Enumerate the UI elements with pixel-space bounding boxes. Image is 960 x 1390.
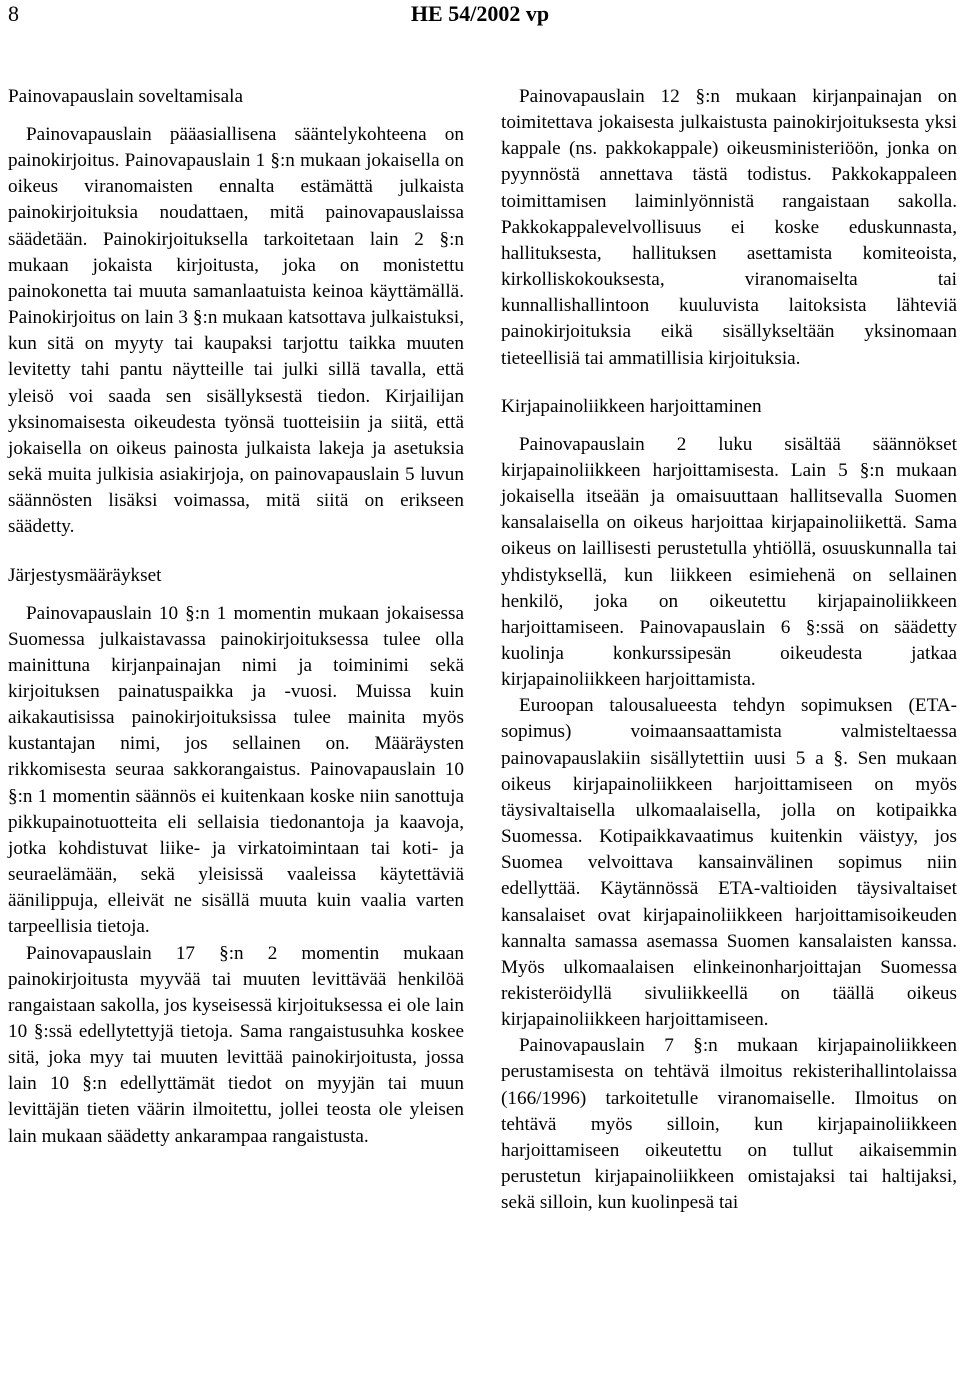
paragraph: Painovapauslain 7 §:n mukaan kirjapainoliikkeen perustamisesta on tehtävä ilmoitus rekisterihallintolaissa (166/1996) tarkoitetulle viranomaiselle. Ilmoitus on tehtävä myös silloin, kun kirjapainoliikkeen harjoittamiseen oikeutettu on tullut aikaisemmin perustetun kirjapainoliikkeen omistajaksi tai haltijaksi, sekä silloin, kun kuolinpesä tai <box>501 1035 957 1214</box>
section-heading-printing-business: Kirjapainoliikkeen harjoittaminen <box>501 395 762 417</box>
section-heading-regulations: Järjestysmääräykset <box>8 564 162 586</box>
paragraph: Painovapauslain 17 §:n 2 momentin mukaan painokirjoitusta myyvää tai muuten levittävää henkilöä rangaistaan sakolla, jos kyseisessä kirjoituksessa ei ole lain 10 §:ssä edellytettyjä tietoja. Sama rangaistusuhka koskee sitä, joka myy tai muuten levittää painokirjoitusta, jossa lain 10 §:n edellyttämät tiedot on myyjän tai muun levittäjän tieten väärin ilmoitettu, jollei teosta ole yleisen lain mukaan säädetty ankarampaa rangaistusta. <box>8 942 464 1147</box>
right-column <box>501 84 957 1216</box>
paragraph: Painovapauslain 12 §:n mukaan kirjanpainajan on toimitettava jokaisesta julkaistusta painokirjoituksesta yksi kappale (ns. pakkokappale) oikeusministeriöön, jonka on pyynnöstä annettava tästä todistus. Pakkokappaleen toimittamisen laiminlyönnistä rangaistaan sakolla. Pakkokappalevelvollisuus ei koske eduskunnasta, hallituksesta, hallituksen asettamista komiteoista, kirkolliskokouksesta, viranomaiselta tai kunnallishallintoon kuuluvista laitoksista lähteviä painokirjoituksia eikä sisällykseltään yksinomaan tieteellisiä tai ammatillisia kirjoituksia. <box>501 86 957 369</box>
page-number: 8 <box>8 1 19 26</box>
paragraph: Painovapauslain pääasiallisena sääntelykohteena on painokirjoitus. Painovapauslain 1 §:n mukaan jokaisella on oikeus viranomaisten ennalta estämättä julkaista painokirjoituksia noudattaen, mitä painovapauslaissa säädetään. Painokirjoituksella tarkoitetaan lain 2 §:n mukaan jokaista kirjoitusta, joka on monistettu painokonetta tai muuta samanlaatuista keinoa käyttämällä. Painokirjoitus on lain 3 §:n mukaan katsottava julkaistuksi, kun sitä on myyty tai kaupaksi tarjottu taikka muuten levitetty tahi pantu näytteille tai julki sillä tavalla, että yleisö voi saada sen sisällyksestä tiedon. Kirjailijan yksinomaisesta oikeudesta työnsä tuotteisiin ja siitä, että jokaisella on oikeus painosta julkaista lakeja ja asetuksia sekä muita julkisia asiakirjoja, on painovapauslain 5 luvun säännösten lisäksi voimassa, mitä siitä on erikseen säädetty. <box>8 124 464 538</box>
section-heading-scope: Painovapauslain soveltamisala <box>8 86 243 107</box>
paragraph: Painovapauslain 2 luku sisältää säännökset kirjapainoliikkeen harjoittamisesta. Lain 5 §:n mukaan jokaisella itseään ja omaisuuttaan hallitsevalla Suomen kansalaisella on oikeus harjoittaa kirjapainoliikettä. Sama oikeus on laillisesti perustetulla yhtiöllä, osuuskunnalla tai yhdistyksellä, kun liikkeen esimiehenä on sellainen henkilö, joka on oikeutettu kirjapainoliikkeen harjoittamiseen. Painovapauslain 6 §:ssä on säädetty kuolinja konkurssipesän oikeudesta jatkaa kirjapainoliikkeen harjoittamista. <box>501 433 957 691</box>
paragraph: Euroopan talousalueesta tehdyn sopimuksen (ETA-sopimus) voimaansaattamista valmisteltaessa painovapauslakiin sisällytettiin uusi 5 a §. Sen mukaan oikeus kirjapainoliikkeen harjoittamiseen on myös täysivaltaisella ulkomaalaisella, jolla on kotipaikka Suomessa. Kotipaikkavaatimus kuitenkin väistyy, jos Suomea velvoittava kansainvälinen sopimus niin edellyttää. Käytännössä ETA-valtioiden täysivaltaiset kansalaiset ovat kirjapainoliikkeen harjoittamisoikeuden kannalta samassa asemassa Suomen kansalaisten kanssa. Myös ulkomaalaisen elinkeinonharjoittajan Suomessa rekisteröidyllä sivuliikkeellä on täällä oikeus kirjapainoliikkeen harjoittamiseen. <box>501 695 957 1031</box>
document-id: HE 54/2002 vp <box>410 1 550 26</box>
left-column <box>8 84 464 1150</box>
paragraph: Painovapauslain 10 §:n 1 momentin mukaan jokaisessa Suomessa julkaistavassa painokirjoituksessa tulee olla mainittuna kirjanpainajan nimi ja toiminimi sekä kirjoituksen painatuspaikka ja -vuosi. Muissa kuin aikakautisissa painokirjoituksissa tulee mainita myös kustantajan nimi, jos sellainen on. Määräysten rikkomisesta seuraa sakkorangaistus. Painovapauslain 10 §:n 1 momentin säännös ei kuitenkaan koske niin sanottuja pikkupainotuotteita eli sellaisia tiedonantoja ja kaavoja, jotka kohdistuvat liike- ja virkatoimintaan tai koti- ja seuraelämään, sekä yleisissä vaaleissa käytettäviä äänilippuja, elleivät ne sisällä muuta kuin vaalia varten tarpeellisia tietoja. <box>8 602 464 938</box>
